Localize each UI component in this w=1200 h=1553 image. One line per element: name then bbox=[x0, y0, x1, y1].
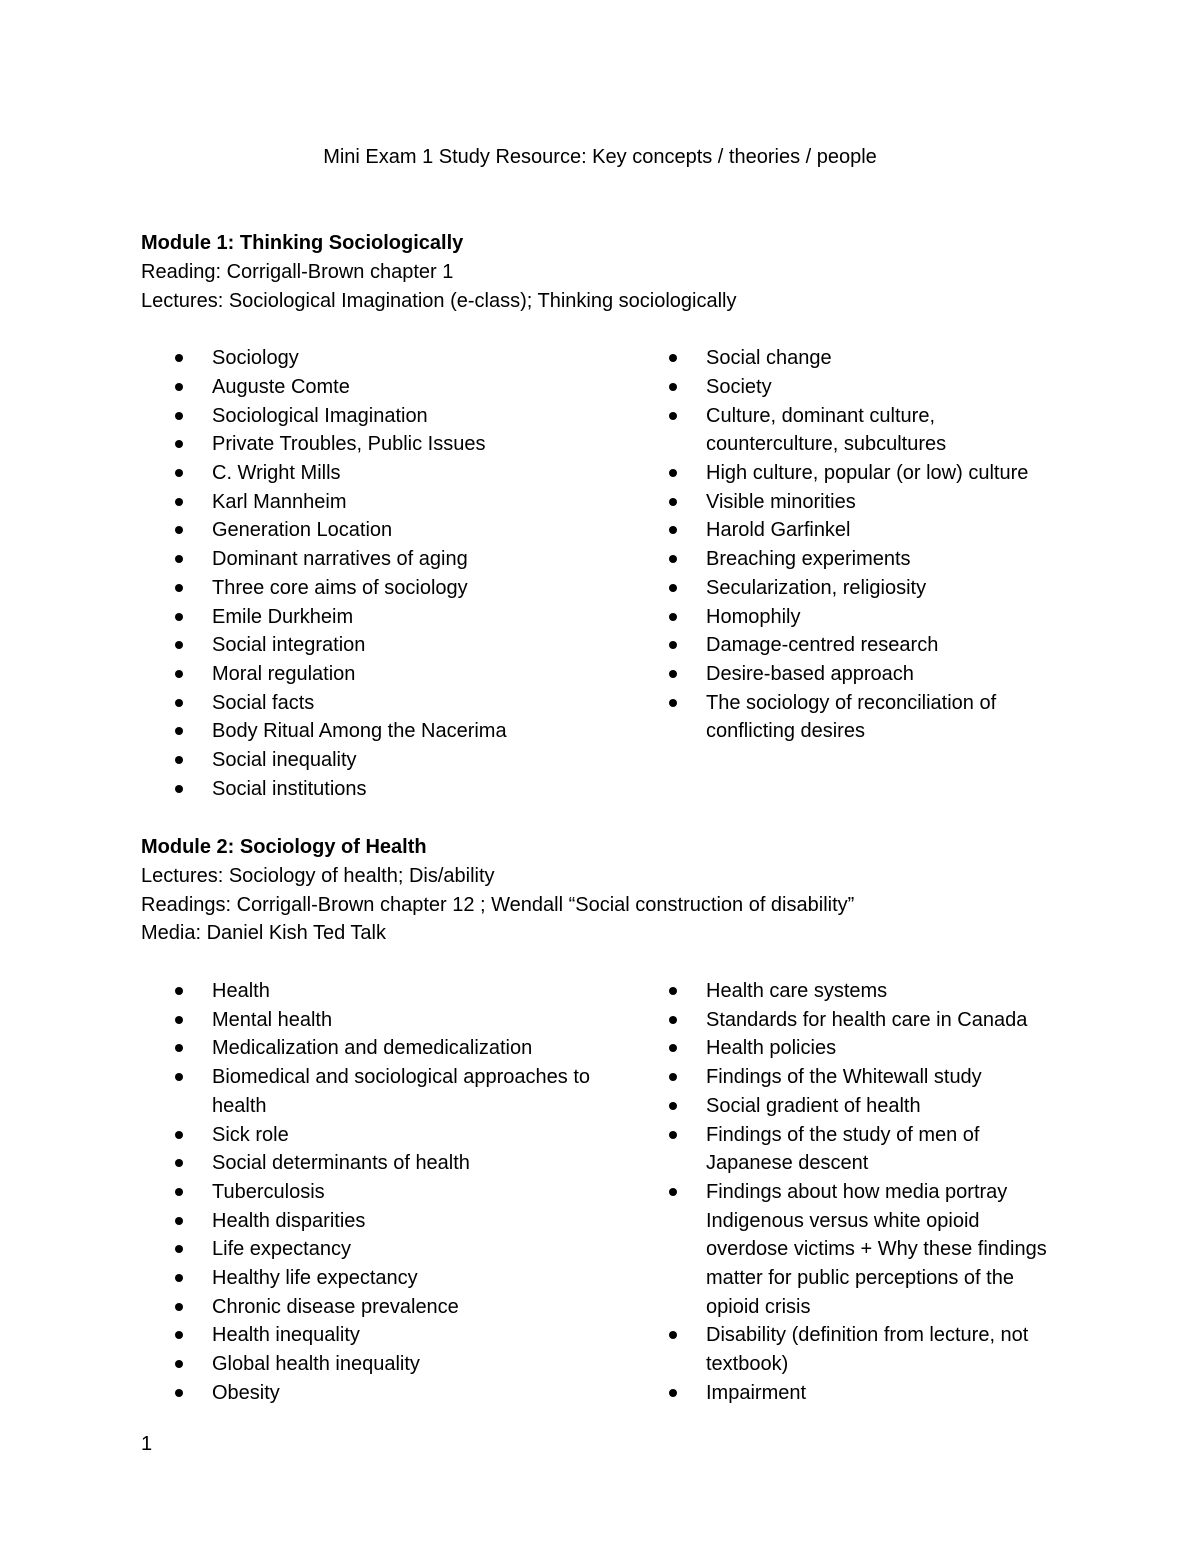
list-item-text: Health inequality bbox=[212, 1324, 360, 1347]
list-item bbox=[171, 1235, 631, 1264]
list-item bbox=[665, 1321, 1065, 1378]
list-item-text: Findings of the Whitewall study bbox=[706, 1066, 982, 1089]
bullet-icon bbox=[175, 498, 183, 506]
list-item-text: Social inequality bbox=[212, 749, 357, 772]
list-item-text: Social institutions bbox=[212, 777, 367, 800]
list-item-text: Social facts bbox=[212, 691, 315, 714]
list-item bbox=[665, 459, 1065, 488]
bullet-icon bbox=[175, 1159, 183, 1167]
bullet-icon bbox=[175, 383, 183, 391]
bullet-icon bbox=[175, 1044, 183, 1052]
bullet-icon bbox=[175, 1331, 183, 1339]
list-item-text: Biomedical and sociological approaches to health bbox=[212, 1066, 591, 1117]
list-item-text: Impairment bbox=[706, 1381, 807, 1404]
list-item bbox=[665, 574, 1065, 603]
list-item bbox=[665, 603, 1065, 632]
list-item bbox=[171, 1264, 631, 1293]
list-item bbox=[171, 430, 631, 459]
document-title: Mini Exam 1 Study Resource: Key concepts / theories / people bbox=[323, 146, 877, 168]
list-item bbox=[171, 1207, 631, 1236]
bullet-icon bbox=[669, 469, 677, 477]
bullet-icon bbox=[669, 383, 677, 391]
list-item-text: Culture, dominant culture, counterculture, subcultures bbox=[706, 404, 947, 456]
list-item-text: Obesity bbox=[212, 1381, 280, 1404]
bullet-icon bbox=[175, 440, 183, 448]
list-item bbox=[171, 1350, 631, 1379]
list-item bbox=[171, 746, 631, 775]
list-item-text: Health bbox=[212, 979, 270, 1002]
module-1-right-list bbox=[665, 344, 1065, 746]
bullet-icon bbox=[669, 555, 677, 563]
list-item bbox=[665, 660, 1065, 689]
module-1-left-list bbox=[171, 344, 631, 803]
bullet-icon bbox=[175, 555, 183, 563]
bullet-icon bbox=[669, 498, 677, 506]
list-item bbox=[665, 689, 1065, 746]
list-item-text: Disability (definition from lecture, not textbook) bbox=[706, 1324, 1029, 1376]
bullet-icon bbox=[175, 756, 183, 764]
bullet-icon bbox=[669, 1044, 677, 1052]
list-item bbox=[171, 1379, 631, 1408]
bullet-icon bbox=[175, 1389, 183, 1397]
bullet-icon bbox=[669, 584, 677, 592]
list-item bbox=[665, 1092, 1065, 1121]
list-item-text: Private Troubles, Public Issues bbox=[212, 433, 486, 456]
bullet-icon bbox=[669, 1389, 677, 1397]
list-item bbox=[171, 1006, 631, 1035]
list-item-text: Findings about how media portray Indigenous versus white opioid overdose victims + Why these findings matter for public perceptions of the opioid crisis bbox=[706, 1180, 1047, 1318]
list-item-text: Life expectancy bbox=[212, 1238, 351, 1261]
list-item-text: Damage-centred research bbox=[706, 634, 939, 657]
bullet-icon bbox=[669, 1016, 677, 1024]
bullet-icon bbox=[669, 613, 677, 621]
list-item bbox=[171, 660, 631, 689]
list-item-text: Social gradient of health bbox=[706, 1094, 921, 1117]
list-item bbox=[665, 545, 1065, 574]
list-item-text: Health policies bbox=[706, 1037, 837, 1060]
module-1-section bbox=[141, 229, 1081, 824]
bullet-icon bbox=[669, 1188, 677, 1196]
bullet-icon bbox=[175, 1217, 183, 1225]
list-item bbox=[171, 1321, 631, 1350]
list-item-text: Secularization, religiosity bbox=[706, 576, 927, 599]
list-item-text: Health disparities bbox=[212, 1209, 366, 1232]
list-item bbox=[665, 488, 1065, 517]
list-item bbox=[171, 373, 631, 402]
list-item-text: Social integration bbox=[212, 634, 366, 657]
list-item-text: Breaching experiments bbox=[706, 548, 911, 571]
list-item-text: Homophily bbox=[706, 605, 801, 628]
list-item bbox=[665, 1063, 1065, 1092]
list-item bbox=[171, 631, 631, 660]
bullet-icon bbox=[669, 1102, 677, 1110]
list-item-text: Sick role bbox=[212, 1123, 289, 1146]
module-1-reading: Reading: Corrigall-Brown chapter 1 bbox=[141, 260, 454, 283]
module-2-right-list bbox=[665, 977, 1065, 1408]
bullet-icon bbox=[175, 1303, 183, 1311]
bullet-icon bbox=[175, 412, 183, 420]
list-item-text: Medicalization and demedicalization bbox=[212, 1037, 533, 1060]
list-item-text: Sociological Imagination bbox=[212, 404, 428, 427]
list-item-text: Moral regulation bbox=[212, 662, 356, 685]
module-2-section bbox=[141, 833, 1081, 1457]
bullet-icon bbox=[669, 699, 677, 707]
module-2-concept-columns bbox=[141, 977, 1081, 1457]
bullet-icon bbox=[669, 526, 677, 534]
module-2-left-list bbox=[171, 977, 631, 1408]
list-item bbox=[171, 717, 631, 746]
bullet-icon bbox=[175, 1245, 183, 1253]
bullet-icon bbox=[175, 584, 183, 592]
list-item bbox=[171, 689, 631, 718]
list-item bbox=[171, 344, 631, 373]
list-item bbox=[171, 1034, 631, 1063]
list-item bbox=[171, 545, 631, 574]
list-item-text: C. Wright Mills bbox=[212, 462, 341, 484]
list-item-text: Mental health bbox=[212, 1008, 333, 1031]
module-2-heading: Module 2: Sociology of Health bbox=[141, 836, 427, 858]
bullet-icon bbox=[669, 412, 677, 420]
list-item bbox=[171, 1293, 631, 1322]
module-1-concept-columns bbox=[141, 344, 1081, 824]
list-item bbox=[665, 1178, 1065, 1322]
list-item bbox=[171, 459, 631, 488]
list-item-text: Social determinants of health bbox=[212, 1152, 470, 1175]
bullet-icon bbox=[175, 699, 183, 707]
bullet-icon bbox=[669, 1131, 677, 1139]
list-item-text: Society bbox=[706, 375, 772, 398]
list-item bbox=[665, 1034, 1065, 1063]
list-item bbox=[665, 1006, 1065, 1035]
list-item bbox=[171, 1178, 631, 1207]
list-item-text: Findings of the study of men of Japanese descent bbox=[706, 1123, 980, 1175]
list-item-text: Standards for health care in Canada bbox=[706, 1008, 1028, 1031]
list-item bbox=[171, 603, 631, 632]
bullet-icon bbox=[175, 469, 183, 477]
bullet-icon bbox=[175, 1016, 183, 1024]
list-item-text: Health care systems bbox=[706, 979, 888, 1002]
list-item bbox=[665, 402, 1065, 459]
list-item-text: Body Ritual Among the Nacerima bbox=[212, 720, 507, 743]
bullet-icon bbox=[669, 987, 677, 995]
list-item bbox=[171, 1063, 631, 1120]
list-item bbox=[665, 1379, 1065, 1408]
bullet-icon bbox=[175, 987, 183, 995]
list-item-text: Dominant narratives of aging bbox=[212, 548, 468, 571]
bullet-icon bbox=[669, 1331, 677, 1339]
list-item-text: Global health inequality bbox=[212, 1353, 420, 1376]
page-number: 1 bbox=[141, 1433, 153, 1455]
list-item-text: Healthy life expectancy bbox=[212, 1267, 418, 1290]
list-item bbox=[171, 574, 631, 603]
list-item bbox=[171, 1121, 631, 1150]
module-2-lectures: Lectures: Sociology of health; Dis/ability bbox=[141, 864, 495, 887]
bullet-icon bbox=[669, 670, 677, 678]
bullet-icon bbox=[175, 727, 183, 735]
bullet-icon bbox=[669, 354, 677, 362]
list-item-text: The sociology of reconciliation of conflicting desires bbox=[706, 691, 997, 743]
bullet-icon bbox=[175, 785, 183, 793]
list-item bbox=[171, 977, 631, 1006]
list-item-text: Chronic disease prevalence bbox=[212, 1295, 459, 1318]
list-item-text: High culture, popular (or low) culture bbox=[706, 462, 1029, 484]
list-item-text: Social change bbox=[706, 347, 832, 370]
list-item bbox=[665, 1121, 1065, 1178]
list-item bbox=[171, 402, 631, 431]
bullet-icon bbox=[175, 354, 183, 362]
bullet-icon bbox=[175, 613, 183, 621]
bullet-icon bbox=[175, 1360, 183, 1368]
bullet-icon bbox=[669, 641, 677, 649]
bullet-icon bbox=[175, 641, 183, 649]
bullet-icon bbox=[175, 1073, 183, 1081]
list-item-text: Generation Location bbox=[212, 519, 393, 542]
list-item bbox=[665, 516, 1065, 545]
module-1-heading: Module 1: Thinking Sociologically bbox=[141, 232, 464, 254]
list-item bbox=[171, 488, 631, 517]
list-item bbox=[665, 977, 1065, 1006]
list-item bbox=[171, 1149, 631, 1178]
bullet-icon bbox=[175, 1188, 183, 1196]
bullet-icon bbox=[175, 1131, 183, 1139]
list-item-text: Harold Garfinkel bbox=[706, 519, 851, 542]
list-item-text: Desire-based approach bbox=[706, 662, 914, 685]
list-item-text: Tuberculosis bbox=[212, 1180, 325, 1203]
module-2-readings: Readings: Corrigall-Brown chapter 12 ; Wendall “Social construction of disability” bbox=[141, 893, 855, 916]
bullet-icon bbox=[175, 526, 183, 534]
list-item bbox=[665, 373, 1065, 402]
module-2-media: Media: Daniel Kish Ted Talk bbox=[141, 922, 386, 945]
bullet-icon bbox=[175, 670, 183, 678]
list-item bbox=[171, 516, 631, 545]
list-item bbox=[665, 344, 1065, 373]
list-item bbox=[665, 631, 1065, 660]
list-item-text: Three core aims of sociology bbox=[212, 576, 468, 599]
list-item-text: Emile Durkheim bbox=[212, 605, 354, 628]
list-item-text: Sociology bbox=[212, 347, 299, 370]
bullet-icon bbox=[175, 1274, 183, 1282]
module-1-lectures: Lectures: Sociological Imagination (e-class); Thinking sociologically bbox=[141, 289, 737, 312]
list-item-text: Auguste Comte bbox=[212, 375, 350, 398]
list-item bbox=[171, 775, 631, 804]
list-item-text: Karl Mannheim bbox=[212, 490, 347, 513]
bullet-icon bbox=[669, 1073, 677, 1081]
list-item-text: Visible minorities bbox=[706, 490, 856, 513]
